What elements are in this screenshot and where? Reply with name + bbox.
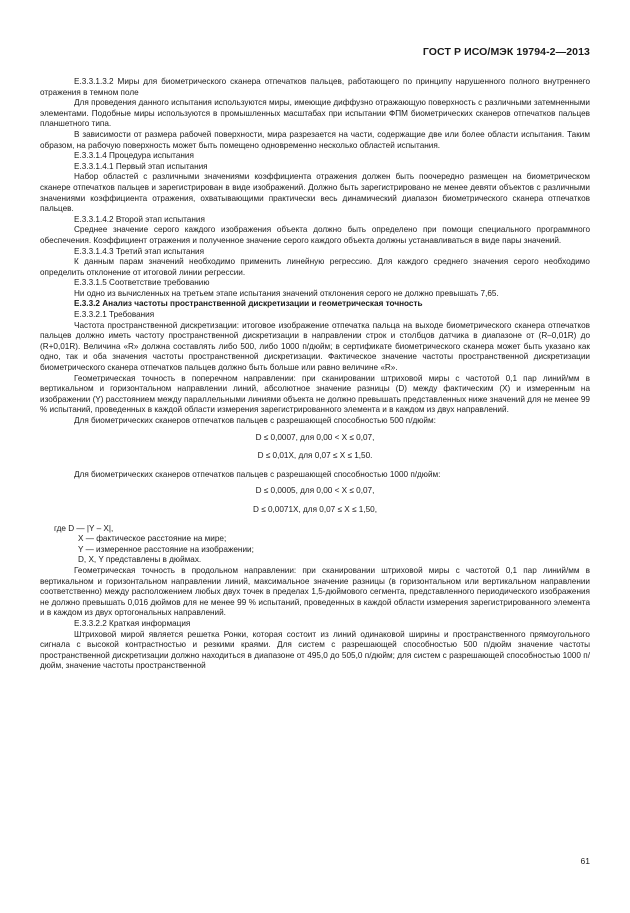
paragraph: Е.3.3.1.4.2 Второй этап испытания	[74, 214, 205, 224]
paragraph: Для биометрических сканеров отпечатков пальцев с разрешающей способностью 500 п/дюйм:	[74, 416, 436, 425]
paragraph: Е.3.3.2.1 Требования	[74, 310, 155, 320]
paragraph: Частота пространственной дискретизации: итоговое изображение отпечатка пальца на выходе биометрического сканера отпечатков пальцев должно иметь частоту пространственной дискретизации в направлении строк и столбцов датчика в диапазоне от (R–0,01R) до (R+0,01R). Величина «R» должна составлять либо 500, либо 1000 п/дюйм; в сертификате биометрического сканера может быть указано как одно, так и оба значения частоты пространственной дискретизации. Фактическое значение частоты пространственной дискретизации биометрического сканера отпечатков пальцев должно быть больше или равно величине «R».	[40, 320, 590, 373]
paragraph-group-2	[40, 566, 590, 672]
formula-block-1000	[40, 486, 590, 515]
paragraph: Геометрическая точность в продольном направлении: при сканировании штриховой миры с частотой 0,1 пар линий/мм в вертикальном и горизонтальном направлении линий, максимальное значение разницы (в горизонтальном или вертикальном направлении соответственно) между расположением любых двух точек в пределах 1,5-дюймового сегмента, представленного периодического изображения не должно превышать 0,016 дюймов для не менее 99 % испытаний, проведенных в каждой области измерения зарегистрированного элемента и в каждом из двух ортогональных направлений.	[40, 565, 590, 618]
paragraph: Е.3.3.1.3.2 Миры для биометрического сканера отпечатков пальцев, работающего по принципу нарушенного полного внутреннего отражения в темном поле	[40, 77, 590, 97]
paragraph: К данным парам значений необходимо применить линейную регрессию. Для каждого среднего значения серого необходимо определить отклонение от итоговой линии регрессии.	[40, 257, 590, 277]
formula-block-500	[40, 433, 590, 462]
document-body	[40, 77, 590, 672]
paragraph: Ни одно из вычисленных на третьем этапе испытания значений отклонения серого не должно превышать 7,65.	[74, 288, 499, 298]
paragraph-group-1	[40, 77, 590, 427]
formula-500-2: D ≤ 0,01X, для 0,07 ≤ X ≤ 1,50.	[257, 451, 373, 461]
formula-1000-1: D ≤ 0,0005, для 0,00 < X ≤ 0,07,	[255, 486, 375, 496]
paragraph: Для проведения данного испытания используются миры, имеющие диффузно отражающую поверхность с различными затемненными элементами. Подобные миры используются в промышленных масштабах при испытании ФПМ биометрических сканеров отпечатков пальцев планшетного типа.	[40, 98, 590, 129]
page-number: 61	[580, 856, 590, 866]
where-block	[40, 524, 590, 566]
where-line: Y — измеренное расстояние на изображении;	[78, 544, 254, 554]
paragraph: Е.3.3.1.4 Процедура испытания	[74, 151, 194, 161]
paragraph: Среднее значение серого каждого изображения объекта должно быть определено при помощи специального программного обеспечения. Коэффициент отражения и полученное значение серого каждого объекта должны устанавливаться в виде пары значений.	[40, 225, 590, 245]
paragraph: Е.3.3.2 Анализ частоты пространственной дискретизации и геометрическая точность	[74, 299, 423, 309]
paragraph: Е.3.3.1.5 Соответствие требованию	[74, 278, 210, 288]
where-line: где D — |Y – X|,	[54, 523, 114, 533]
where-line: D, X, Y представлены в дюймах.	[78, 555, 202, 565]
formula-500-1: D ≤ 0,0007, для 0,00 < X ≤ 0,07,	[255, 432, 375, 442]
paragraph: Е.3.3.2.2 Краткая информация	[74, 618, 191, 628]
paragraph: Геометрическая точность в поперечном направлении: при сканировании штриховой миры с частотой 0,1 пар линий/мм в вертикальном и горизонтальном направлении линий, абсолютное значение разницы (D) между фактическим (X) и измеренным на изображении (Y) расстоянием между параллельными линиями объекта не должно превышать представленных ниже значений для не менее 99 % испытаний, проведенных в каждой области измерения зарегистрированного элемента и в каждом из двух направлений.	[40, 373, 590, 415]
paragraph: Штриховой мирой является решетка Ронки, которая состоит из линий одинаковой ширины и пространственного прямоугольного сигнала с высокой контрастностью и резкими краями. Для систем с разрешающей способностью 500 п/дюйм значение частоты пространственной дискретизации должно находиться в диапазоне от 495,0 до 505,0 п/дюйм; для систем с разрешающей способностью 1000 п/дюйм, значение частоты пространственной	[40, 629, 590, 671]
paragraph: Е.3.3.1.4.1 Первый этап испытания	[74, 161, 208, 171]
document-header: ГОСТ Р ИСО/МЭК 19794-2—2013	[422, 46, 590, 58]
paragraph-1000-intro: Для биометрических сканеров отпечатков пальцев с разрешающей способностью 1000 п/дюйм:	[74, 469, 441, 479]
paragraph: Е.3.3.1.4.3 Третий этап испытания	[74, 246, 205, 256]
paragraph: В зависимости от размера рабочей поверхности, мира разрезается на части, содержащие две или более области испытания. Таким образом, на рабочую поверхность может быть помещено одновременно несколько областей испытания.	[40, 129, 590, 150]
paragraph: Набор областей с различными значениями коэффициента отражения должен быть поочередно размещен на биометрическом сканере отпечатков пальцев и зарегистрирован в виде изображений. Должно быть зарегистрировано не менее девяти объектов с различными значениями коэффициента отражения, охватывающими практически весь динамический диапазон биометрического сканера отпечатков пальцев.	[40, 172, 590, 214]
formula-1000-2: D ≤ 0,0071X, для 0,07 ≤ X ≤ 1,50,	[253, 504, 377, 514]
where-line: X — фактическое расстояние на мире;	[78, 534, 227, 544]
